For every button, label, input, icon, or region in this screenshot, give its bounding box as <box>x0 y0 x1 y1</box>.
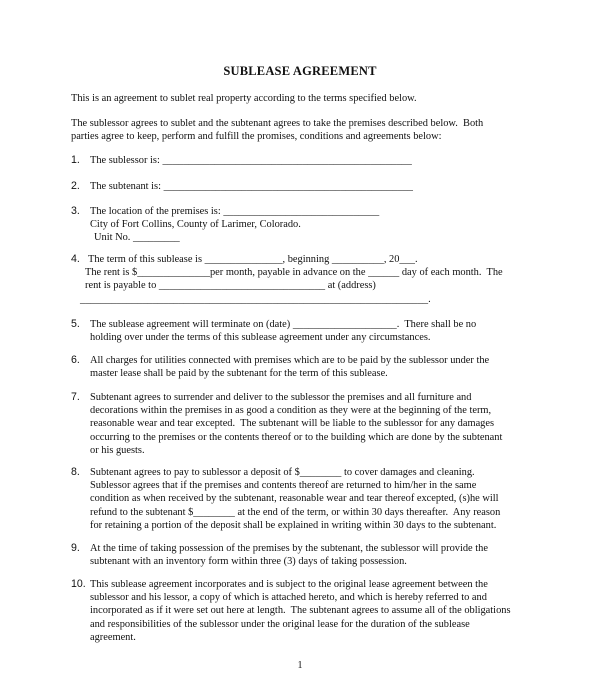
clause-line: Subtenant agrees to pay to sublessor a deposit of $________ to cover damages and cleaning. <box>90 467 475 478</box>
clause-number: 7. <box>71 391 80 403</box>
clause-number: 9. <box>71 542 80 554</box>
agreement-paragraph <box>71 117 551 143</box>
clause-line: decorations within the premises in as good a condition as they were at the beginning of the term, <box>90 405 492 417</box>
clause-line: ___________________________________________________________________. <box>80 293 431 305</box>
clause-line: The term of this sublease is _______________, beginning __________, 20___. <box>88 254 418 265</box>
clause-10 <box>71 578 551 644</box>
clause-line: agreement. <box>90 631 136 643</box>
clause-line: The sublease agreement will terminate on (date) ____________________. There shall be no <box>90 319 477 330</box>
clause-7 <box>71 391 551 457</box>
clause-8 <box>71 466 551 532</box>
clause-line: This sublease agreement incorporates and is subject to the original lease agreement between the <box>90 579 488 590</box>
clause-line: subtenant with an inventory form within three (3) days of taking possession. <box>90 556 407 568</box>
clause-number: 6. <box>71 354 80 366</box>
intro-paragraph: This is an agreement to sublet real property according to the terms specified below. <box>71 93 417 104</box>
clause-line: The subtenant is: ________________________________________________ <box>90 181 413 192</box>
clause-number: 4. <box>71 253 80 265</box>
clause-line: holding over under the terms of this sublease agreement under any circumstances. <box>90 332 431 344</box>
clause-line: and responsibilities of the sublessor under the original lease for the duration of the sublease <box>90 618 470 630</box>
clause-line: Subtenant agrees to surrender and deliver to the sublessor the premises and all furniture and <box>90 392 472 403</box>
clause-4 <box>71 253 551 306</box>
document-title: SUBLEASE AGREEMENT <box>223 64 377 78</box>
clause-number: 3. <box>71 205 80 217</box>
clause-number: 10. <box>71 578 86 590</box>
clause-line: incorporated as if it were set out here at length. The subtenant agrees to assume all of the obligations <box>90 605 511 617</box>
clause-number: 2. <box>71 180 80 192</box>
clause-1 <box>71 154 551 167</box>
clause-line: rent is payable to ________________________________ at (address) <box>85 280 376 292</box>
clause-line: condition as when received by the subtenant, reasonable wear and tear thereof excepted, (s)he will <box>90 493 499 505</box>
clause-line: reasonable wear and tear excepted. The subtenant will be liable to the sublessor for any damages <box>90 418 495 430</box>
clause-line: occurring to the premises or the contents thereof or to the building which are done by the subtenant <box>90 431 503 443</box>
clause-line: Sublessor agrees that if the premises and contents thereof are returned to him/her in the same <box>90 480 477 492</box>
page-number: 1 <box>297 660 303 671</box>
clause-5 <box>71 318 551 344</box>
clause-line: The rent is $______________per month, payable in advance on the ______ day of each month. The <box>85 267 503 279</box>
clause-2 <box>71 180 551 193</box>
agreement-line-1: The sublessor agrees to sublet and the subtenant agrees to take the premises described below. Both <box>71 118 484 129</box>
clause-line: City of Fort Collins, County of Larimer, Colorado. <box>90 219 301 231</box>
clause-9 <box>71 542 551 568</box>
clause-3 <box>71 205 551 245</box>
clause-number: 1. <box>71 154 80 166</box>
clause-line: All charges for utilities connected with premises which are to be paid by the sublessor under the <box>90 355 490 366</box>
clause-line: sublessor and his lessor, a copy of which is attached hereto, and which is hereby referred to and <box>90 592 487 604</box>
clause-line: for retaining a portion of the deposit shall be explained in writing within 30 days to the subtenant. <box>90 519 497 531</box>
clause-line: master lease shall be paid by the subtenant for the term of this sublease. <box>90 368 388 380</box>
clause-line: Unit No. _________ <box>94 232 180 244</box>
clause-line: or his guests. <box>90 444 145 456</box>
agreement-line-2: parties agree to keep, perform and fulfill the promises, conditions and agreements below: <box>71 131 442 143</box>
clause-number: 8. <box>71 466 80 478</box>
clause-number: 5. <box>71 318 80 330</box>
clause-line: At the time of taking possession of the premises by the subtenant, the sublessor will provide the <box>90 543 488 554</box>
clause-line: refund to the subtenant $________ at the end of the term, or within 30 days thereafter. Any reason <box>90 506 501 518</box>
clause-line: The location of the premises is: ______________________________ <box>90 206 380 217</box>
clause-line: The sublessor is: ________________________________________________ <box>90 155 412 166</box>
clause-6 <box>71 354 551 380</box>
